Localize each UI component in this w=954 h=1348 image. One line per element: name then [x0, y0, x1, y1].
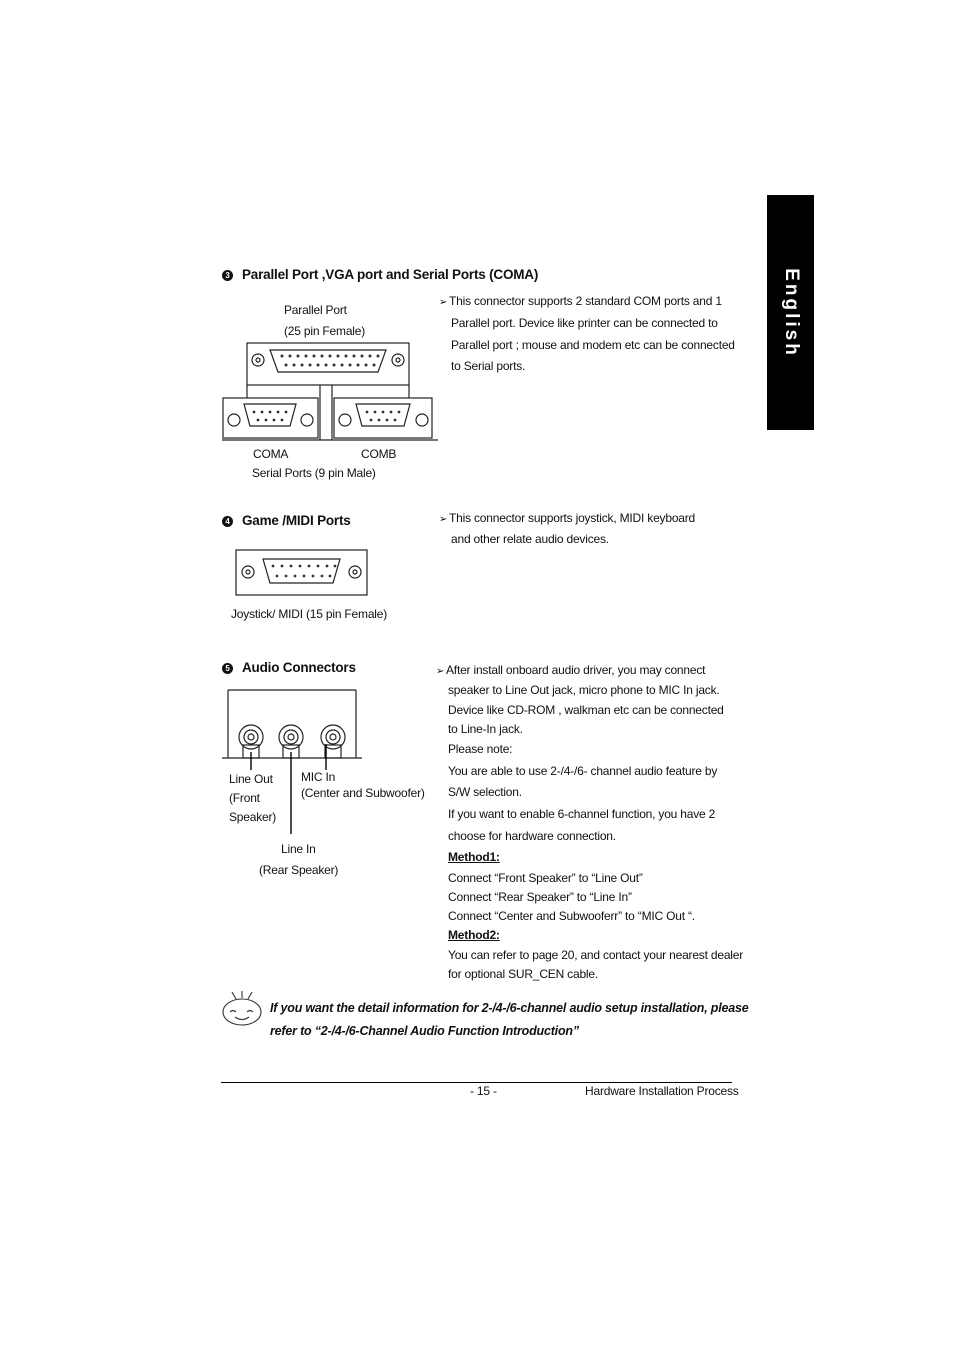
desc-line: Device like CD-ROM , walkman etc can be connected [448, 703, 724, 717]
parallel-serial-port-illustration [222, 342, 438, 444]
desc-line: to Line-In jack. [448, 722, 523, 736]
arrow-bullet-icon: ➢ [439, 514, 448, 525]
section-game-heading [222, 513, 351, 528]
method1-line: Connect “Front Speaker” to “Line Out” [448, 871, 643, 885]
desc-line: If you want to enable 6-channel function, you have 2 [448, 807, 716, 821]
footer-rule [221, 1082, 732, 1083]
line-out-label-front: (Front [229, 791, 260, 805]
arrow-bullet-icon: ➢ [436, 666, 445, 677]
line-out-label-speaker: Speaker) [229, 810, 277, 824]
coma-label: COMA [253, 447, 289, 461]
game-midi-port-illustration [235, 549, 369, 597]
note-line-1: If you want the detail information for 2-/4-/6-channel audio setup installation, please [270, 1001, 749, 1015]
footer-section-title: Hardware Installation Process [585, 1084, 739, 1098]
line-in-label: Line In [281, 842, 316, 856]
method1-title: Method1: [448, 850, 500, 864]
mic-in-sublabel: (Center and Subwoofer) [301, 786, 425, 800]
language-tab-label: English [780, 267, 802, 358]
arrow-bullet-icon: ➢ [439, 297, 448, 308]
section-game-title: Game /MIDI Ports [242, 513, 351, 528]
method2-line: for optional SUR_CEN cable. [448, 967, 599, 981]
line-out-label: Line Out [229, 772, 273, 786]
note-line-2: refer to “2-/4-/6-Channel Audio Function Introduction” [270, 1024, 579, 1038]
note-mascot-icon [220, 990, 264, 1030]
desc-line: to Serial ports. [451, 359, 526, 373]
section-number-3: 3 [222, 270, 233, 281]
desc-line: ➢ After install onboard audio driver, you may connect [436, 663, 706, 677]
desc-line: choose for hardware connection. [448, 829, 616, 843]
desc-line: and other relate audio devices. [451, 532, 609, 546]
section-parallel-title: Parallel Port ,VGA port and Serial Ports (COMA) [242, 267, 539, 282]
method1-line: Connect “Center and Subwooferr” to “MIC Out “. [448, 909, 695, 923]
method1-line: Connect “Rear Speaker” to “Line In” [448, 890, 632, 904]
desc-line: ➢ This connector supports 2 standard COM ports and 1 [439, 294, 722, 308]
parallel-port-label: Parallel Port [284, 303, 347, 317]
serial-ports-label: Serial Ports (9 pin Male) [252, 466, 376, 480]
line-in-sublabel: (Rear Speaker) [259, 863, 339, 877]
page-number: - 15 - [470, 1084, 497, 1098]
desc-line: ➢ This connector supports joystick, MIDI keyboard [439, 511, 696, 525]
mic-in-label: MIC In [301, 770, 336, 784]
method2-line: You can refer to page 20, and contact your nearest dealer [448, 948, 744, 962]
desc-line: S/W selection. [448, 785, 522, 799]
comb-label: COMB [361, 447, 397, 461]
desc-line: speaker to Line Out jack, micro phone to MIC In jack. [448, 683, 720, 697]
section-audio-heading [222, 660, 356, 675]
desc-line: Parallel port. Device like printer can be connected to [451, 316, 718, 330]
language-tab [767, 195, 814, 430]
parallel-port-pins-label: (25 pin Female) [284, 324, 366, 338]
desc-line: Please note: [448, 742, 513, 756]
joystick-midi-label: Joystick/ MIDI (15 pin Female) [231, 607, 388, 621]
desc-line: Parallel port ; mouse and modem etc can be connected [451, 338, 735, 352]
section-parallel-heading [222, 267, 538, 282]
desc-line: You are able to use 2-/4-/6- channel audio feature by [448, 764, 718, 778]
section-number-4: 4 [222, 516, 233, 527]
section-audio-title: Audio Connectors [242, 660, 356, 675]
method2-title: Method2: [448, 928, 500, 942]
section-number-5: 5 [222, 663, 233, 674]
